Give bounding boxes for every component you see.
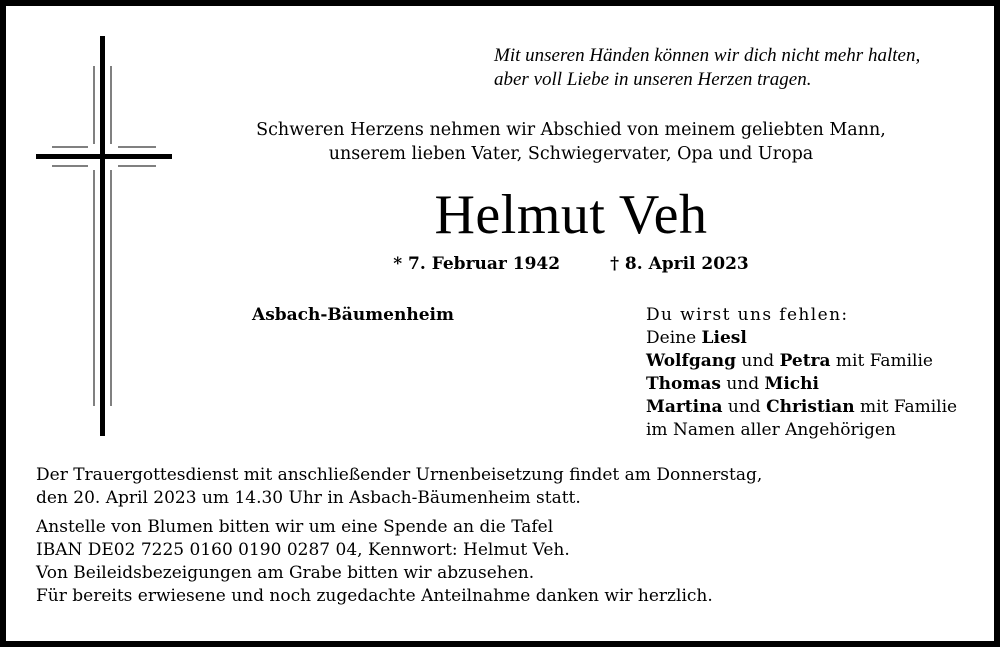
closing-line: Für bereits erwiesene und noch zugedachte Anteilnahme danken wir herzlich. <box>36 586 713 606</box>
mourner-name: Martina <box>646 397 723 417</box>
deceased-name: Helmut Veh <box>434 184 708 246</box>
closing-line: Von Beileidsbezeigungen am Grabe bitten wir abzusehen. <box>36 563 535 583</box>
mourner-line <box>646 396 986 419</box>
closing-line: Anstelle von Blumen bitten wir um eine Spende an die Tafel <box>36 517 554 537</box>
mourner-name: Petra <box>779 351 831 371</box>
mourners-heading: Du wirst uns fehlen: <box>646 305 849 325</box>
hometown: Asbach-Bäumenheim <box>252 305 454 325</box>
footer-text <box>36 464 976 608</box>
mourner-name: Thomas <box>646 374 721 394</box>
mourner-name: Wolfgang <box>646 351 736 371</box>
closing-line: IBAN DE02 7225 0160 0190 0287 04, Kennwort: Helmut Veh. <box>36 540 570 560</box>
intro-line: Schweren Herzens nehmen wir Abschied von meinem geliebten Mann, <box>256 120 886 140</box>
obituary-card <box>6 6 994 641</box>
mourner-text: und <box>720 374 765 394</box>
mourner-line <box>646 350 986 373</box>
mourner-text: mit Familie <box>830 351 933 371</box>
service-line: Der Trauergottesdienst mit anschließender Urnenbeisetzung findet am Donnerstag, <box>36 465 763 485</box>
mourner-text: und <box>722 397 767 417</box>
birth-date: * 7. Februar 1942 <box>393 254 561 274</box>
cross-icon <box>36 36 176 436</box>
service-info <box>36 464 976 510</box>
death-date: † 8. April 2023 <box>610 254 749 274</box>
mourner-name: Michi <box>764 374 819 394</box>
service-line: den 20. April 2023 um 14.30 Uhr in Asbach-Bäumenheim statt. <box>36 488 581 508</box>
mourner-text: Deine <box>646 328 702 348</box>
mourner-name: Liesl <box>701 328 747 348</box>
mourner-text: mit Familie <box>854 397 958 417</box>
intro-line: unserem lieben Vater, Schwiegervater, Opa und Uropa <box>328 144 814 164</box>
closing-info <box>36 516 976 608</box>
quote-line: aber voll Liebe in unseren Herzen tragen. <box>494 69 812 90</box>
mourner-line: im Namen aller Angehörigen <box>646 420 896 440</box>
intro-text <box>206 118 936 166</box>
mourner-name: Christian <box>766 397 855 417</box>
quote <box>494 44 974 92</box>
mourner-text: und <box>735 351 780 371</box>
mourner-line <box>646 327 986 350</box>
mourners-list <box>646 304 986 442</box>
life-dates <box>206 252 936 276</box>
mourner-line <box>646 373 986 396</box>
quote-line: Mit unseren Händen können wir dich nicht mehr halten, <box>494 45 921 66</box>
